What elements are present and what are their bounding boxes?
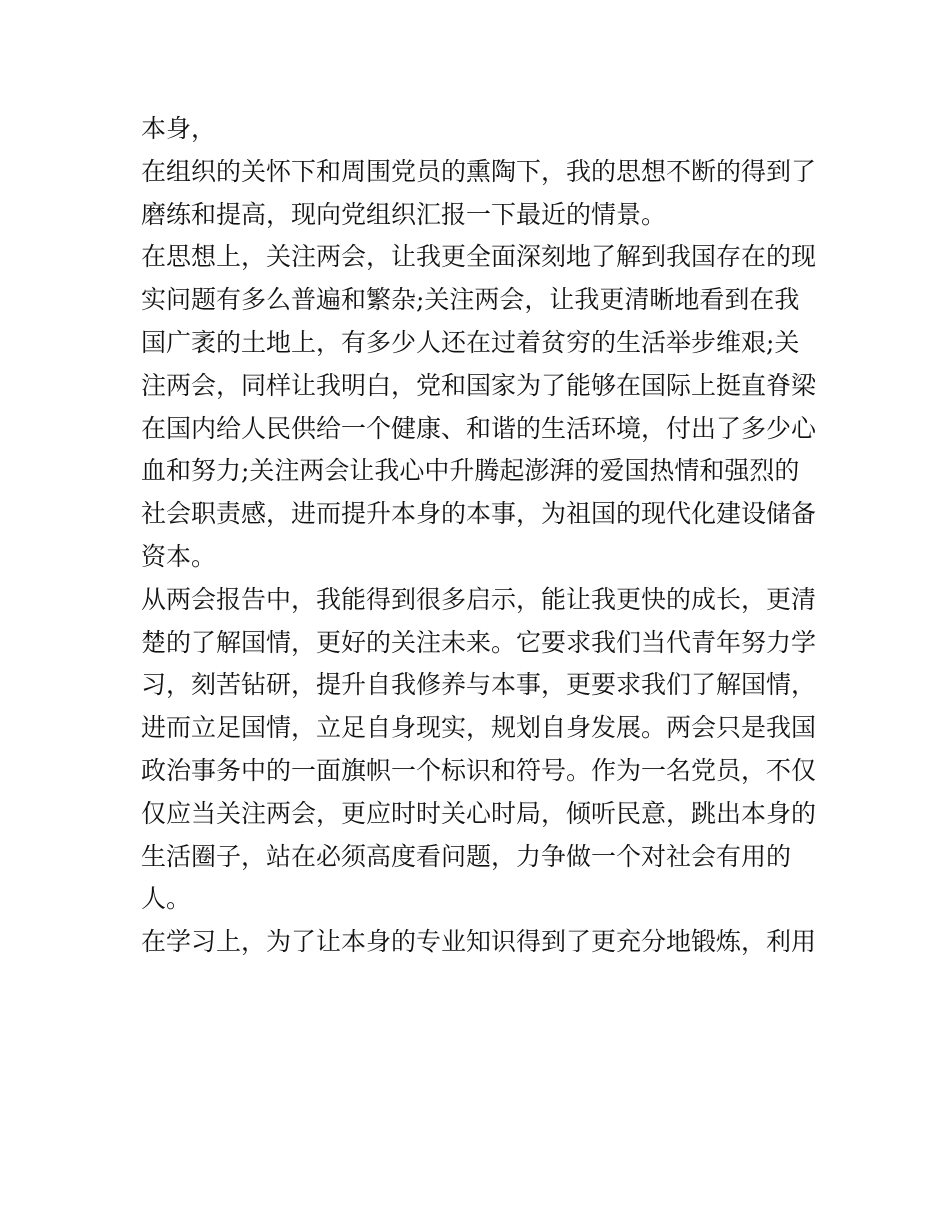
text-line: 人。 <box>141 884 192 914</box>
text-line: 在学习上，为了让本身的专业知识得到了更充分地锻炼，利用 <box>141 927 817 957</box>
text-line: 生活圈子，站在必须高度看问题，力争做一个对社会有用的 <box>141 841 792 871</box>
text-line: 注两会，同样让我明白，党和国家为了能够在国际上挺直脊梁 <box>141 370 817 400</box>
document-body <box>141 108 821 964</box>
text-line: 政治事务中的一面旗帜一个标识和符号。作为一名党员，不仅 <box>141 755 817 785</box>
text-line: 国广袤的土地上，有多少人还在过着贫穷的生活举步维艰;关 <box>141 327 800 357</box>
text-line: 在组织的关怀下和周围党员的熏陶下，我的思想不断的得到了 <box>141 156 817 186</box>
text-line: 社会职责感，进而提升本身的本事，为祖国的现代化建设储备 <box>141 499 817 529</box>
text-line: 从两会报告中，我能得到很多启示，能让我更快的成长，更清 <box>141 584 817 614</box>
text-line: 进而立足国情，立足自身现实，规划自身发展。两会只是我国 <box>141 713 817 743</box>
text-line: 实问题有多么普遍和繁杂;关注两会，让我更清晰地看到在我 <box>141 285 800 315</box>
text-line: 磨练和提高，现向党组织汇报一下最近的情景。 <box>141 199 667 229</box>
text-line: 本身， <box>141 114 217 143</box>
text-line: 楚的了解国情，更好的关注未来。它要求我们当代青年努力学 <box>141 627 817 657</box>
text-line: 血和努力;关注两会让我心中升腾起澎湃的爱国热情和强烈的 <box>141 456 800 486</box>
text-line: 资本。 <box>141 541 217 571</box>
text-line: 仅应当关注两会，更应时时关心时局，倾听民意，跳出本身的 <box>141 798 817 828</box>
text-line: 习，刻苦钻研，提升自我修养与本事，更要求我们了解国情， <box>141 670 817 700</box>
text-line: 在思想上，关注两会，让我更全面深刻地了解到我国存在的现 <box>141 242 817 272</box>
text-line: 在国内给人民供给一个健康、和谐的生活环境，付出了多少心 <box>141 413 817 443</box>
